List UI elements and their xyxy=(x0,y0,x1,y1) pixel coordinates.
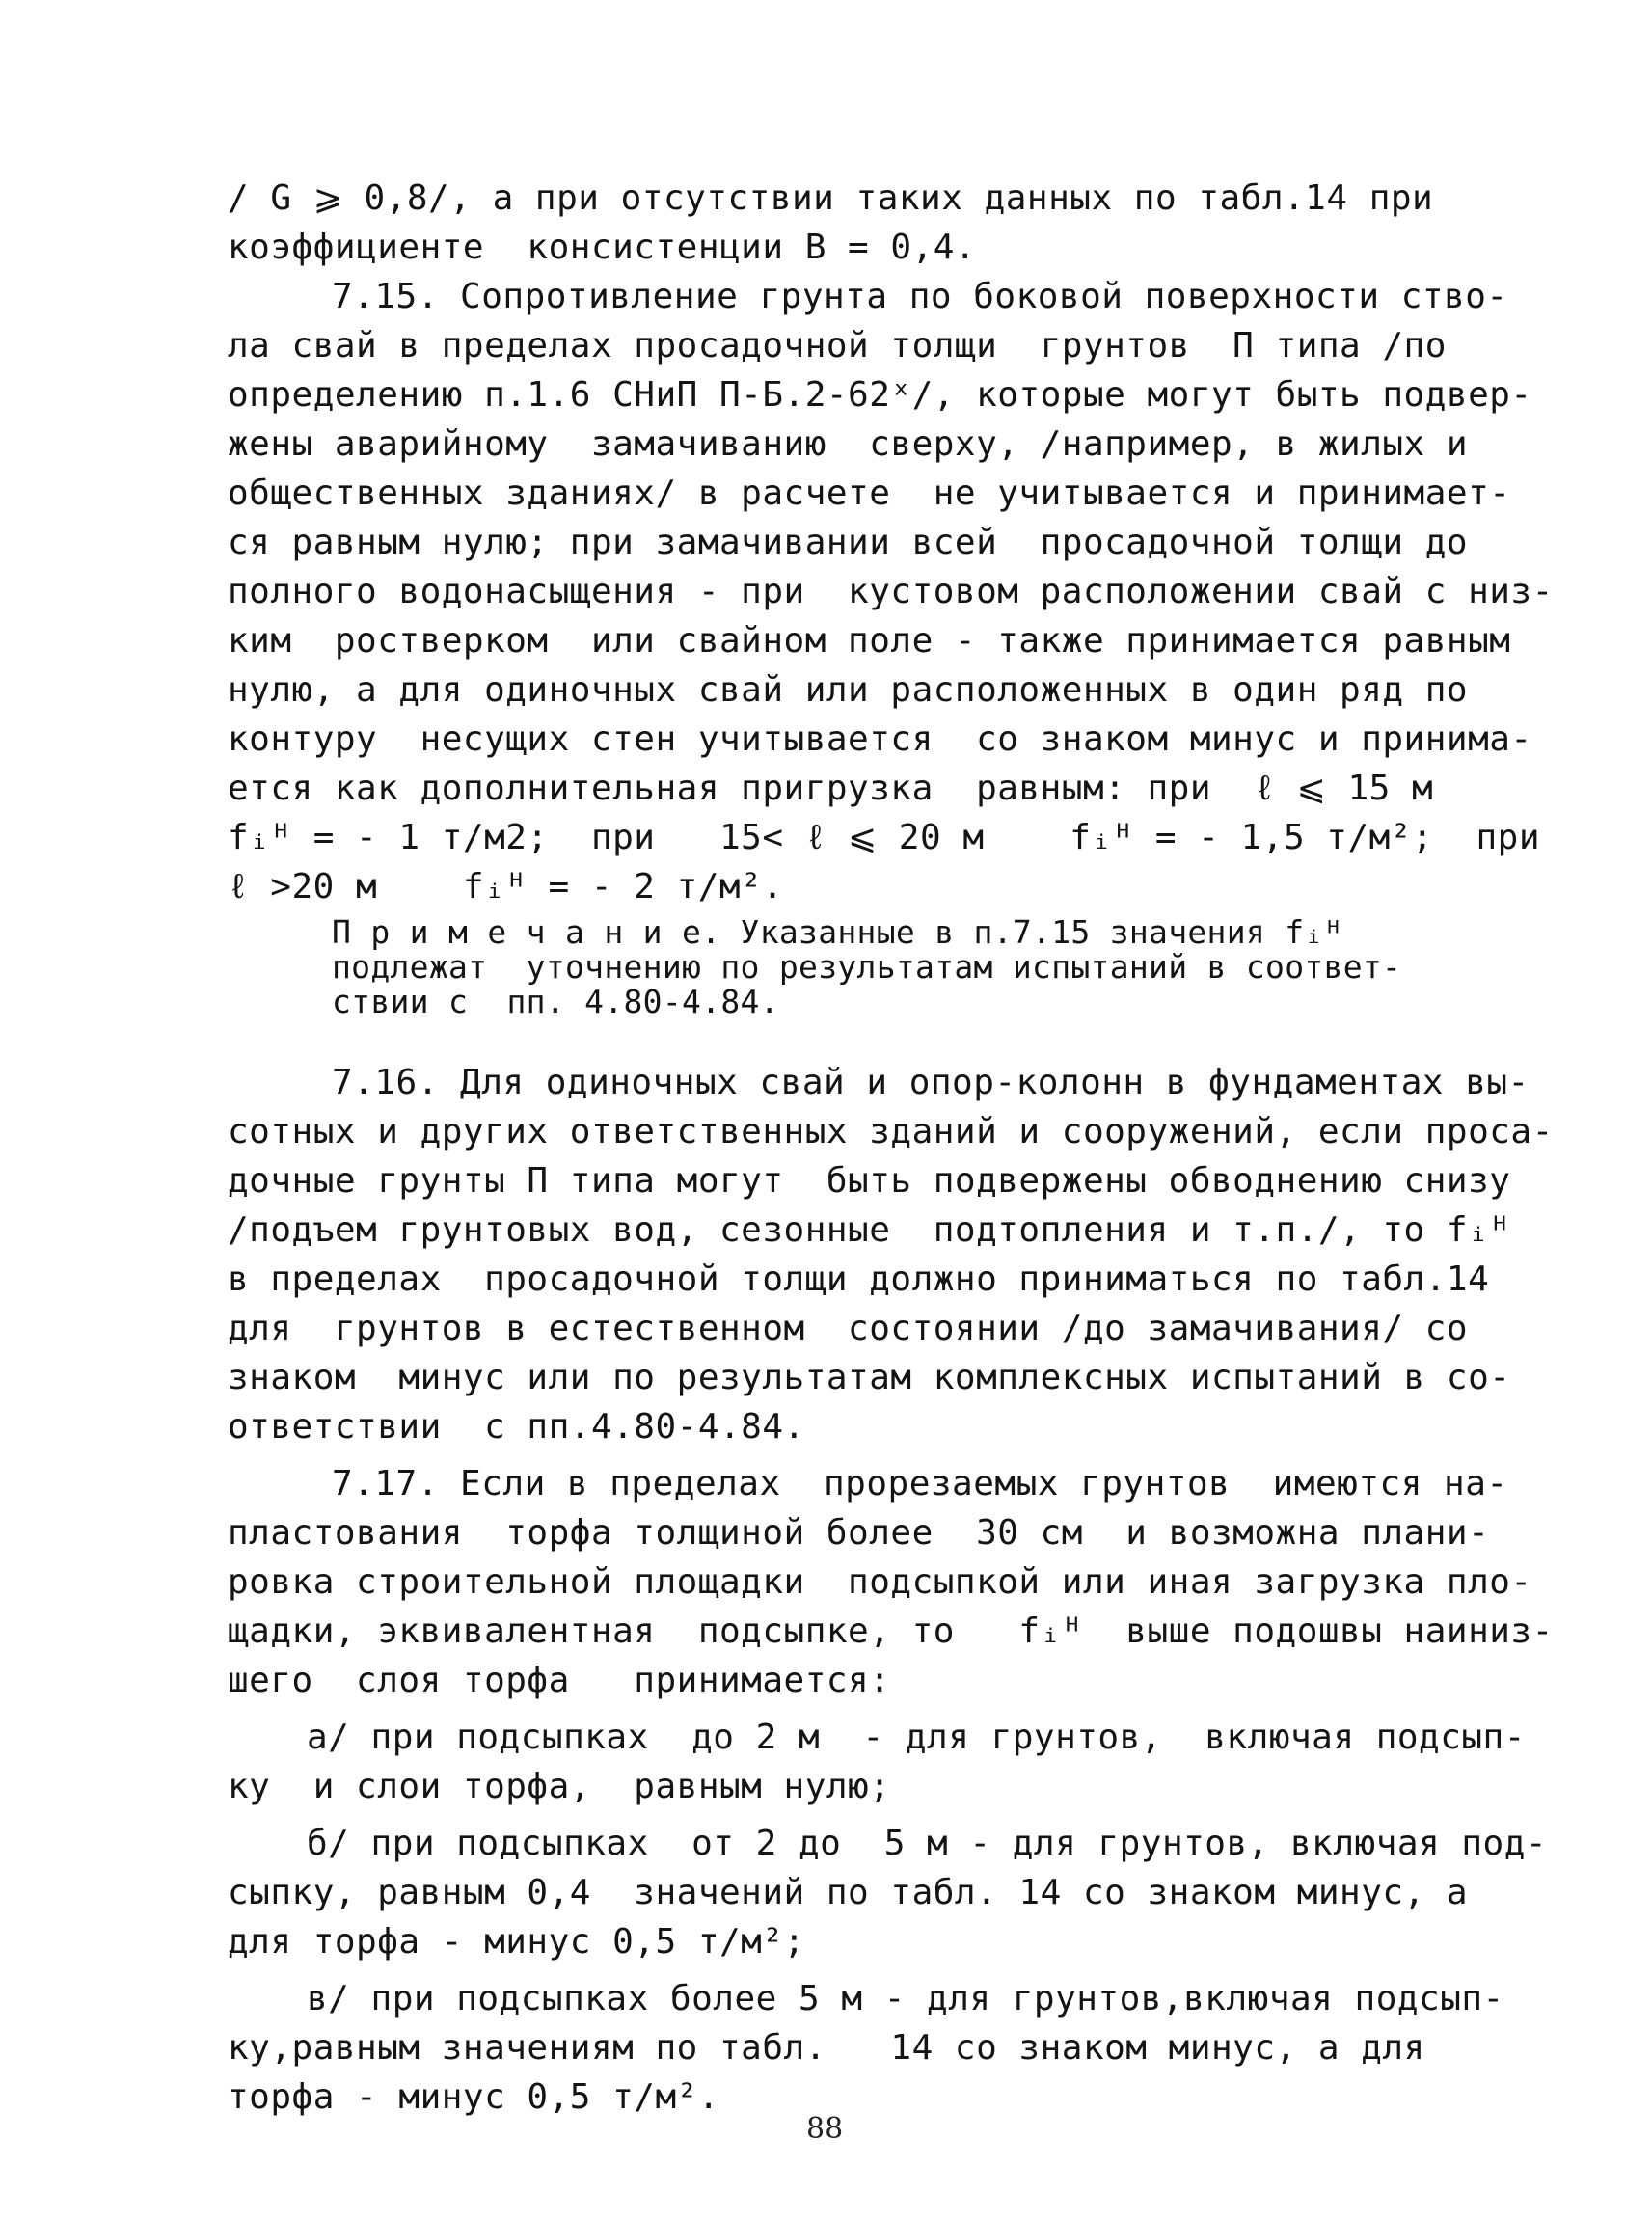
note-7-15 xyxy=(228,915,1481,1019)
note-line: ствии с пп. 4.80-4.84. xyxy=(332,983,779,1020)
text-line: щадки, эквивалентная подсыпке, то fᵢᴴ выше подошвы наиниз- xyxy=(228,1612,1554,1651)
text-line: ровка строительной площадки подсыпкой или иная загрузка пло- xyxy=(228,1562,1532,1602)
note-line: П р и м е ч а н и е. Указанные в п.7.15 значения fᵢᴴ xyxy=(332,913,1343,951)
text-line: торфа - минус 0,5 т/м². xyxy=(228,2077,719,2117)
text-line: ким ростверком или свайном поле - также принимается равным xyxy=(228,621,1511,661)
text-line: жены аварийному замачиванию сверху, /например, в жилых и xyxy=(228,424,1469,464)
text-line: 7.17. Если в пределах прорезаемых грунтов имеются на- xyxy=(332,1464,1508,1503)
text-line: общественных зданиях/ в расчете не учитывается и принимает- xyxy=(228,474,1511,513)
text-line: коэффициенте консистенции В = 0,4. xyxy=(228,228,977,267)
text-line: нулю, а для одиночных свай или расположенных в один ряд по xyxy=(228,670,1469,710)
text-line: знаком минус или по результатам комплексных испытаний в со- xyxy=(228,1358,1511,1397)
text-line: шего слоя торфа принимается: xyxy=(228,1661,891,1700)
text-line: для грунтов в естественном состоянии /до замачивания/ со xyxy=(228,1309,1469,1348)
text-line: полного водонасыщения - при кустовом расположении свай с низ- xyxy=(228,572,1554,611)
text-line: б/ при подсыпках от 2 до 5 м - для грунтов, включая под- xyxy=(307,1824,1548,1863)
document-page xyxy=(228,174,1554,2122)
text-line: ℓ >20 м fᵢᴴ = - 2 т/м². xyxy=(228,867,784,907)
spacer xyxy=(228,1019,1481,1058)
text-line: ку,равным значениям по табл. 14 со знаком минус, а для xyxy=(228,2028,1425,2068)
list-item-c xyxy=(228,1974,1504,2122)
note-line: подлежат уточнению по результатам испытаний в соответ- xyxy=(332,948,1402,986)
text-line: ла свай в пределах просадочной толщи грунтов П типа /по xyxy=(228,326,1447,366)
text-line: определению п.1.6 СНиП П-Б.2-62ˣ/, которые могут быть подвер- xyxy=(228,375,1532,415)
text-line: /подъем грунтовых вод, сезонные подтопления и т.п./, то fᵢᴴ xyxy=(228,1210,1511,1250)
text-line: контуру несущих стен учитывается со знаком минус и принима- xyxy=(228,719,1532,759)
text-line: 7.16. Для одиночных свай и опор-колонн в фундаментах вы- xyxy=(332,1063,1530,1102)
text-line: 7.15. Сопротивление грунта по боковой поверхности ство- xyxy=(332,277,1508,316)
paragraph-7-16 xyxy=(228,1058,1554,1451)
text-line: fᵢᴴ = - 1 т/м2; при 15< ℓ ⩽ 20 м fᵢᴴ = - 1,5 т/м²; при xyxy=(228,818,1541,857)
text-line: ется как дополнительная пригрузка равным: при ℓ ⩽ 15 м xyxy=(228,769,1434,808)
text-line: для торфа - минус 0,5 т/м²; xyxy=(228,1922,805,1962)
list-item-a xyxy=(228,1713,1526,1811)
text-line: пластования торфа толщиной более 30 см и возможна плани- xyxy=(228,1513,1490,1553)
paragraph-continuation xyxy=(228,174,1481,272)
text-line: / G ⩾ 0,8/, а при отсутствии таких данных по табл.14 при xyxy=(228,178,1434,218)
text-line: ответствии с пп.4.80-4.84. xyxy=(228,1407,805,1447)
text-line: сотных и других ответственных зданий и сооружений, если проса- xyxy=(228,1112,1554,1151)
text-line: дочные грунты П типа могут быть подвержены обводнению снизу xyxy=(228,1161,1511,1201)
list-item-b xyxy=(228,1819,1548,1966)
text-line: сыпку, равным 0,4 значений по табл. 14 со знаком минус, а xyxy=(228,1873,1469,1912)
text-line: ся равным нулю; при замачивании всей просадочной толщи до xyxy=(228,523,1469,562)
paragraph-7-15 xyxy=(228,272,1554,911)
paragraph-7-17 xyxy=(228,1459,1554,1705)
text-line: ку и слои торфа, равным нулю; xyxy=(228,1767,891,1806)
text-line: в/ при подсыпках более 5 м - для грунтов,включая подсып- xyxy=(307,1979,1504,2018)
page-number: 88 xyxy=(806,2112,844,2146)
text-line: в пределах просадочной толщи должно приниматься по табл.14 xyxy=(228,1259,1490,1299)
text-line: а/ при подсыпках до 2 м - для грунтов, включая подсып- xyxy=(307,1718,1526,1757)
